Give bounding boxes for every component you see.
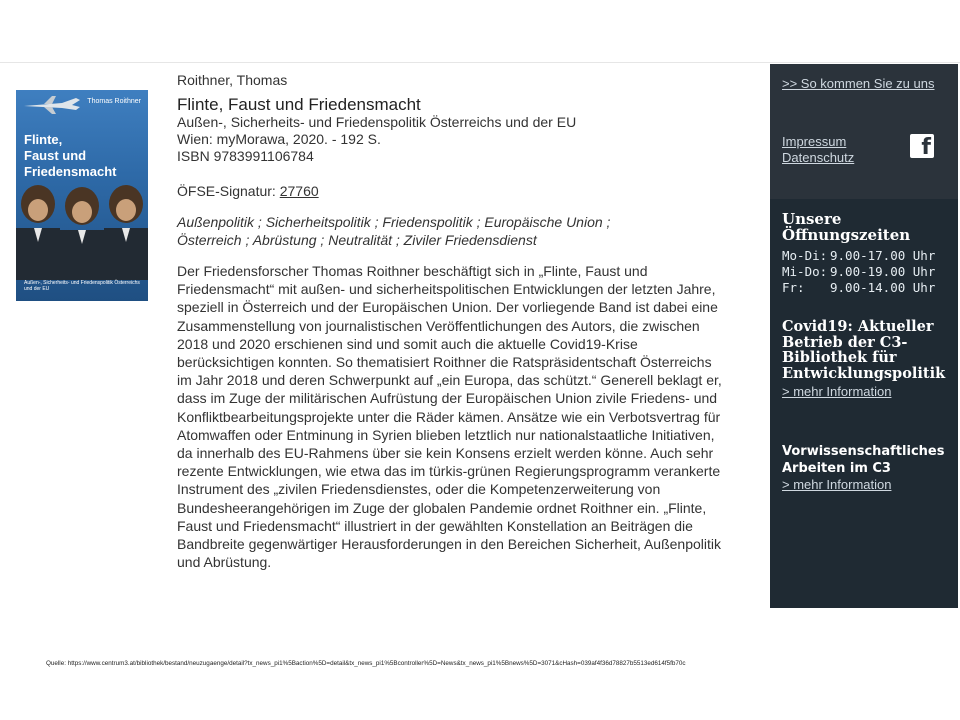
legal-links xyxy=(782,134,854,166)
hours-row: Fr: 9.00-14.00 Uhr xyxy=(782,280,936,295)
book-details xyxy=(177,71,737,571)
signature-label: ÖFSE-Signatur: xyxy=(177,183,276,199)
book-cover[interactable] xyxy=(16,90,148,301)
hours-row: Mo-Di: 9.00-17.00 Uhr xyxy=(782,248,936,263)
book-publication: Wien: myMorawa, 2020. - 192 S. xyxy=(177,131,381,147)
book-description: Der Friedensforscher Thomas Roithner beschäftigt sich in „Flinte, Faust und Friedensmacht“ mit außen- und sicherheitspolitischen Entwicklungen der letzten Jahre, speziell in Österreich und der Europäischen Union. Der vorliegende Band ist dabei eine Zusammenstellung von journalistischen Veröffentlichungen des Autors, die zwischen 2018 und 2020 erschienen sind und somit auch die aktuelle Covid19-Krise berücksichtigen konnten. So thematisiert Roithner die Ratspräsidentschaft Österreichs im Jahr 2018 und deren Schwerpunkt auf „ein Europa, das schützt.“ Generell beklagt er, dass im Zuge der militärischen Aufrüstung der Europäischen Union zivile Friedens- und Konfliktbearbeitungsprojekte unter die Räder kämen. Ansätze wie ein Verbotsvertrag für Atomwaffen oder Entminung in Syrien blieben letztlich nur nationalstaatliche Initiativen, da innerhalb des EU-Rahmens über sie kein Konsens erzielt werden könne. Auch sehr rezente Entwicklungen, wie etwa das im türkis-grünen Regierungsprogramm verankerte Instrument des „zivilen Friedensdienstes, oder die Kompetenzerweiterung von Bundesheerangehörigen im Zuge der globalen Pandemie ordnet Roithner ein. „Flinte, Faust und Friedensmacht“ illustriert in der gewählten Konstellation an Beiträgen die Bandbreite gegenwärtiger Herausforderungen in den Bereichen Sicherheit, Außenpolitik und Abrüstung. xyxy=(177,263,722,571)
vwa-more-info-link[interactable]: > mehr Information xyxy=(782,477,892,492)
book-keywords: Außenpolitik ; Sicherheitspolitik ; Friedenspolitik ; Europäische Union ; Österreich ; Abrüstung ; Neutralität ; Ziviler Friedensdienst xyxy=(177,214,611,248)
signature-link[interactable]: 27760 xyxy=(279,183,319,199)
directions-link[interactable]: >> So kommen Sie zu uns xyxy=(782,76,935,91)
cover-author: Thomas Roithner xyxy=(87,98,141,105)
facebook-icon[interactable]: f xyxy=(910,134,934,158)
book-title: Flinte, Faust und Friedensmacht xyxy=(177,95,421,114)
signature-row xyxy=(177,183,737,200)
vwa-title: Vorwissenschaftliches Arbeiten im C3 xyxy=(782,444,945,476)
three-monkeys-image xyxy=(16,182,148,280)
fighter-jet-icon xyxy=(22,94,82,116)
impressum-link[interactable]: Impressum xyxy=(782,134,847,149)
hours-row: Mi-Do: 9.00-19.00 Uhr xyxy=(782,264,936,279)
cover-title: Flinte, Faust und Friedensmacht xyxy=(24,132,117,179)
covid-more-info-link[interactable]: > mehr Information xyxy=(782,384,892,399)
sidebar xyxy=(770,64,958,608)
book-author: Roithner, Thomas xyxy=(177,72,288,88)
source-citation: Quelle: https://www.centrum3.at/bibliothek/bestand/neuzugaenge/detail?tx_news_pi1%5Baction%5D=detail&tx_news_pi1%5Bcontroller%5D=News&tx_news_pi1%5Bnews%5D=3071&cHash=039af4f36d78827b5513ed614f5fb70c xyxy=(46,660,686,667)
opening-hours xyxy=(782,248,935,296)
opening-hours-title: Unsere Öffnungszeiten xyxy=(782,210,911,244)
book-subtitle: Außen-, Sicherheits- und Friedenspolitik Österreichs und der EU xyxy=(177,114,577,130)
sidebar-top-panel xyxy=(770,64,958,199)
cover-subtitle: Außen-, Sicherheits- und Friedenspolitik Österreichs und der EU xyxy=(24,280,140,292)
datenschutz-link[interactable]: Datenschutz xyxy=(782,150,855,165)
covid-notice-title: Covid19: Aktueller Betrieb der C3-Bibliothek für Entwicklungspolitik xyxy=(782,318,946,382)
book-isbn: ISBN 9783991106784 xyxy=(177,148,314,164)
